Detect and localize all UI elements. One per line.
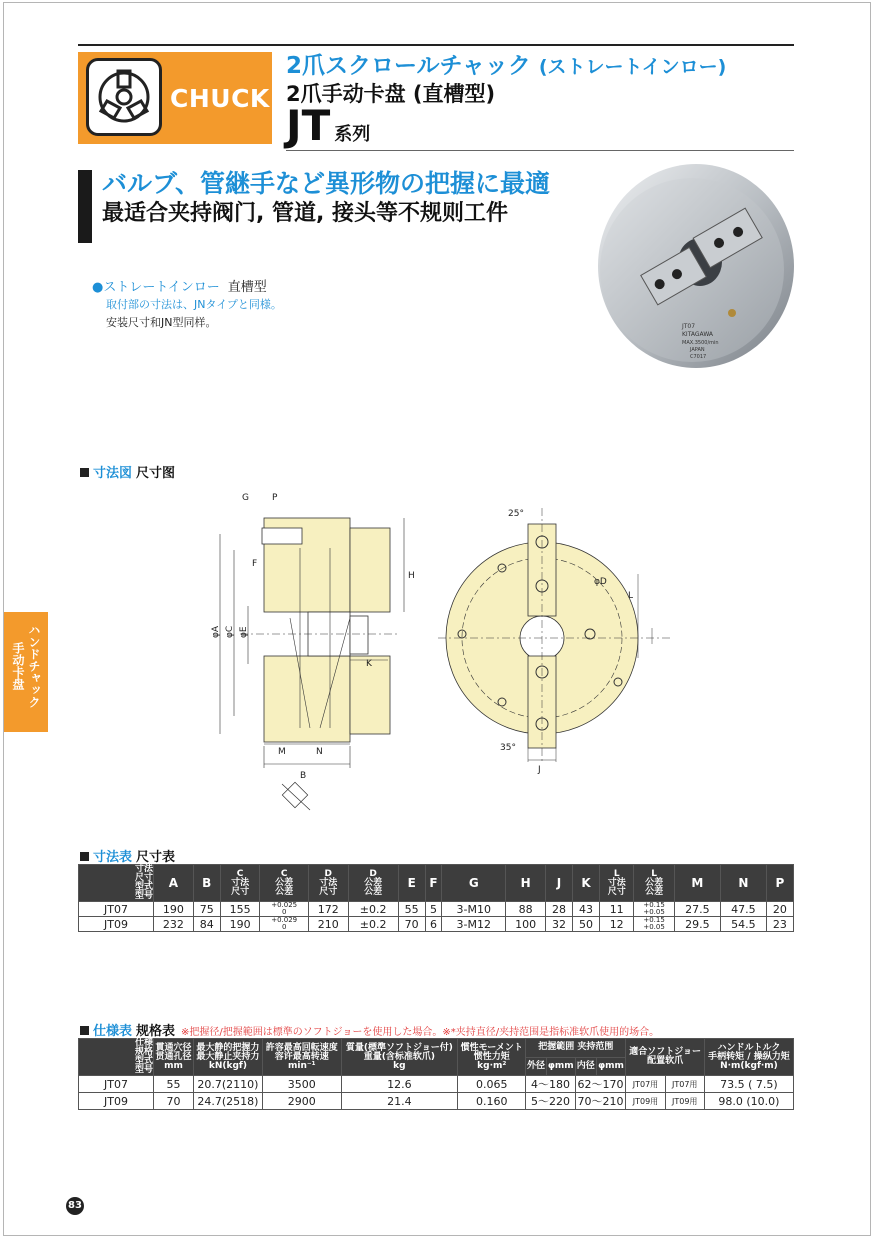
label-d: φD	[594, 577, 607, 587]
table-row	[79, 917, 794, 932]
label-k: K	[366, 659, 372, 669]
dims-header: B	[193, 865, 220, 902]
dims-header: M	[674, 865, 720, 902]
dims-header: F	[425, 865, 442, 902]
dims-header: G	[442, 865, 506, 902]
spec-header-range: 把握範囲 夹持范围	[526, 1039, 626, 1058]
spec-header-outer-unit: φmm	[546, 1057, 575, 1076]
spec-cell: JT09用	[626, 1093, 665, 1110]
dims-header: N	[720, 865, 766, 902]
spec-cell: 70	[154, 1093, 194, 1110]
dims-cell: +0.15 +0.05	[634, 917, 675, 932]
dims-header: C 寸法 尺寸	[220, 865, 260, 902]
chuck-icon	[86, 58, 162, 136]
photo-label-2: KITAGAWA	[682, 331, 714, 338]
spec-cell: 12.6	[341, 1076, 458, 1093]
dims-cell: 210	[308, 917, 348, 932]
dims-cell: 43	[573, 902, 600, 917]
spec-cell: 73.5 ( 7.5)	[704, 1076, 793, 1093]
dims-cell: 155	[220, 902, 260, 917]
label-b: B	[300, 771, 307, 781]
dims-cell: 47.5	[720, 902, 766, 917]
spec-cell: 24.7(2518)	[193, 1093, 262, 1110]
label-g: G	[242, 493, 249, 503]
dims-cell: 12	[600, 917, 634, 932]
spec-cell: 20.7(2110)	[193, 1076, 262, 1093]
dims-model: JT07	[79, 902, 154, 917]
dims-cell: 75	[193, 902, 220, 917]
logo-text: CHUCK	[170, 84, 270, 113]
title-jp: 2爪スクロールチャック (ストレートインロー)	[286, 53, 727, 79]
drawing-section-title: 寸法図 尺寸图	[80, 462, 175, 481]
dims-header: D 寸法 尺寸	[308, 865, 348, 902]
dims-cell: 3-M12	[442, 917, 506, 932]
series-title: JT 系列	[286, 101, 371, 150]
side-tab	[4, 612, 48, 732]
spec-cell: 0.065	[458, 1076, 526, 1093]
dims-header: E	[398, 865, 425, 902]
title-rule	[286, 150, 794, 151]
side-tab-jp: ハンドチャック	[27, 624, 41, 708]
dims-cell: 32	[545, 917, 572, 932]
table-row	[79, 902, 794, 917]
dims-header: A	[154, 865, 194, 902]
table-row	[79, 1093, 794, 1110]
spec-header-bore: 貫通穴径 贯通孔径 mm	[154, 1039, 194, 1076]
spec-cell: 4～180	[526, 1076, 575, 1093]
dims-cell: 84	[193, 917, 220, 932]
feature-note-jp: 取付部の寸法は、JNタイプと同様。	[106, 298, 282, 311]
dims-cell: 28	[545, 902, 572, 917]
headline-cn: 最适合夹持阀门, 管道, 接头等不规则工件	[102, 201, 509, 226]
label-angle-35: 35°	[500, 743, 516, 753]
dims-cell: 29.5	[674, 917, 720, 932]
dims-cell: ±0.2	[348, 902, 398, 917]
spec-model: JT07	[79, 1076, 154, 1093]
dims-cell: 50	[573, 917, 600, 932]
spec-corner: 仕様 规格 型式 型号	[79, 1039, 154, 1076]
spec-header-inertia: 慣性モーメント 惯性力矩 kg·m²	[458, 1039, 526, 1076]
dims-cell: 11	[600, 902, 634, 917]
dims-cell: 6	[425, 917, 442, 932]
spec-cell: 98.0 (10.0)	[704, 1093, 793, 1110]
spec-cell: 0.160	[458, 1093, 526, 1110]
label-m: M	[278, 747, 286, 757]
dims-cell: +0.15 +0.05	[634, 902, 675, 917]
spec-header-softjaw: 適合ソフトジョー 配置软爪	[626, 1039, 705, 1076]
spec-cell: 21.4	[341, 1093, 458, 1110]
label-h: H	[408, 571, 415, 581]
dims-cell: 190	[220, 917, 260, 932]
dims-model: JT09	[79, 917, 154, 932]
spec-cell: 3500	[262, 1076, 341, 1093]
dims-cell: ±0.2	[348, 917, 398, 932]
dims-cell: 100	[506, 917, 546, 932]
spec-model: JT09	[79, 1093, 154, 1110]
label-angle-25: 25°	[508, 509, 524, 519]
dims-cell: +0.025 0	[260, 902, 309, 917]
headline-bar	[78, 170, 92, 243]
dims-header: L 公差 公差	[634, 865, 675, 902]
spec-header-inner: 内径	[575, 1057, 596, 1076]
dims-header: P	[766, 865, 793, 902]
spec-section-title: 仕様表 规格表 ※把握径/把握範囲は標準のソフトジョーを使用した場合。※*夹持直径/夹持范围是指标准软爪使用的场合。	[80, 1020, 659, 1039]
dims-corner: 寸法 尺寸 型式 型号	[79, 865, 154, 902]
dims-cell: 88	[506, 902, 546, 917]
dims-cell: 27.5	[674, 902, 720, 917]
spec-header-inner-unit: φmm	[596, 1057, 626, 1076]
dims-cell: 232	[154, 917, 194, 932]
spec-table	[78, 1038, 794, 1110]
dims-header: D 公差 公差	[348, 865, 398, 902]
dims-cell: 70	[398, 917, 425, 932]
spec-cell: 2900	[262, 1093, 341, 1110]
dims-cell: 5	[425, 902, 442, 917]
side-tab-cn: 手动卡盘	[11, 642, 25, 690]
spec-header-force: 最大静的把握力 最大静止夹持力 kN(kgf)	[193, 1039, 262, 1076]
headline-jp: バルブ、管継手など異形物の把握に最適	[102, 169, 551, 198]
dims-cell: 54.5	[720, 917, 766, 932]
spec-header-outer: 外径	[526, 1057, 547, 1076]
label-l: L	[628, 591, 634, 601]
dims-header: J	[545, 865, 572, 902]
spec-cell: 70～210	[575, 1093, 626, 1110]
dims-header: C 公差 公差	[260, 865, 309, 902]
dims-cell: +0.029 0	[260, 917, 309, 932]
photo-label-4: JAPAN	[690, 347, 705, 353]
dims-cell: 55	[398, 902, 425, 917]
dims-cell: 20	[766, 902, 793, 917]
dims-table	[78, 864, 794, 932]
label-c: φC	[225, 625, 235, 638]
label-e: φE	[239, 626, 249, 638]
label-n: N	[316, 747, 323, 757]
title-cn: 2爪手动卡盘 (直槽型)	[286, 82, 496, 106]
spec-header-speed: 許容最高回転速度 容许最高转速 min⁻¹	[262, 1039, 341, 1076]
dims-section-title: 寸法表 尺寸表	[80, 846, 175, 865]
photo-label-5: C7017	[690, 354, 707, 360]
label-f: F	[252, 559, 258, 569]
spec-cell: 62～170	[575, 1076, 626, 1093]
photo-label-1: JT07	[682, 323, 696, 330]
dims-cell: 3-M10	[442, 902, 506, 917]
header-rule	[78, 44, 794, 46]
dimension-drawing	[200, 488, 680, 818]
spec-cell: 5～220	[526, 1093, 575, 1110]
spec-header-torque: ハンドルトルク 手柄转矩 / 操纵力矩 N·m(kgf·m)	[704, 1039, 793, 1076]
chuck-photo	[582, 158, 794, 376]
feature-note-cn: 安装尺寸和JN型同样。	[106, 316, 217, 329]
photo-label-3: MAX.3500/min	[682, 340, 719, 346]
label-p: P	[272, 493, 278, 503]
dims-header: K	[573, 865, 600, 902]
feature-bullet: ●ストレートインロー 直槽型	[92, 280, 267, 295]
label-j: J	[538, 765, 541, 775]
dims-cell: 190	[154, 902, 194, 917]
dims-header: H	[506, 865, 546, 902]
spec-cell: JT09用	[665, 1093, 704, 1110]
dims-cell: 172	[308, 902, 348, 917]
dims-header: L 寸法 尺寸	[600, 865, 634, 902]
spec-cell: JT07用	[665, 1076, 704, 1093]
spec-cell: JT07用	[626, 1076, 665, 1093]
dims-cell: 23	[766, 917, 793, 932]
table-row	[79, 1076, 794, 1093]
label-a: φA	[211, 625, 221, 638]
page-number: 83	[66, 1197, 84, 1215]
spec-header-mass: 質量(標準ソフトジョー付) 重量(含标准软爪) kg	[341, 1039, 458, 1076]
spec-cell: 55	[154, 1076, 194, 1093]
